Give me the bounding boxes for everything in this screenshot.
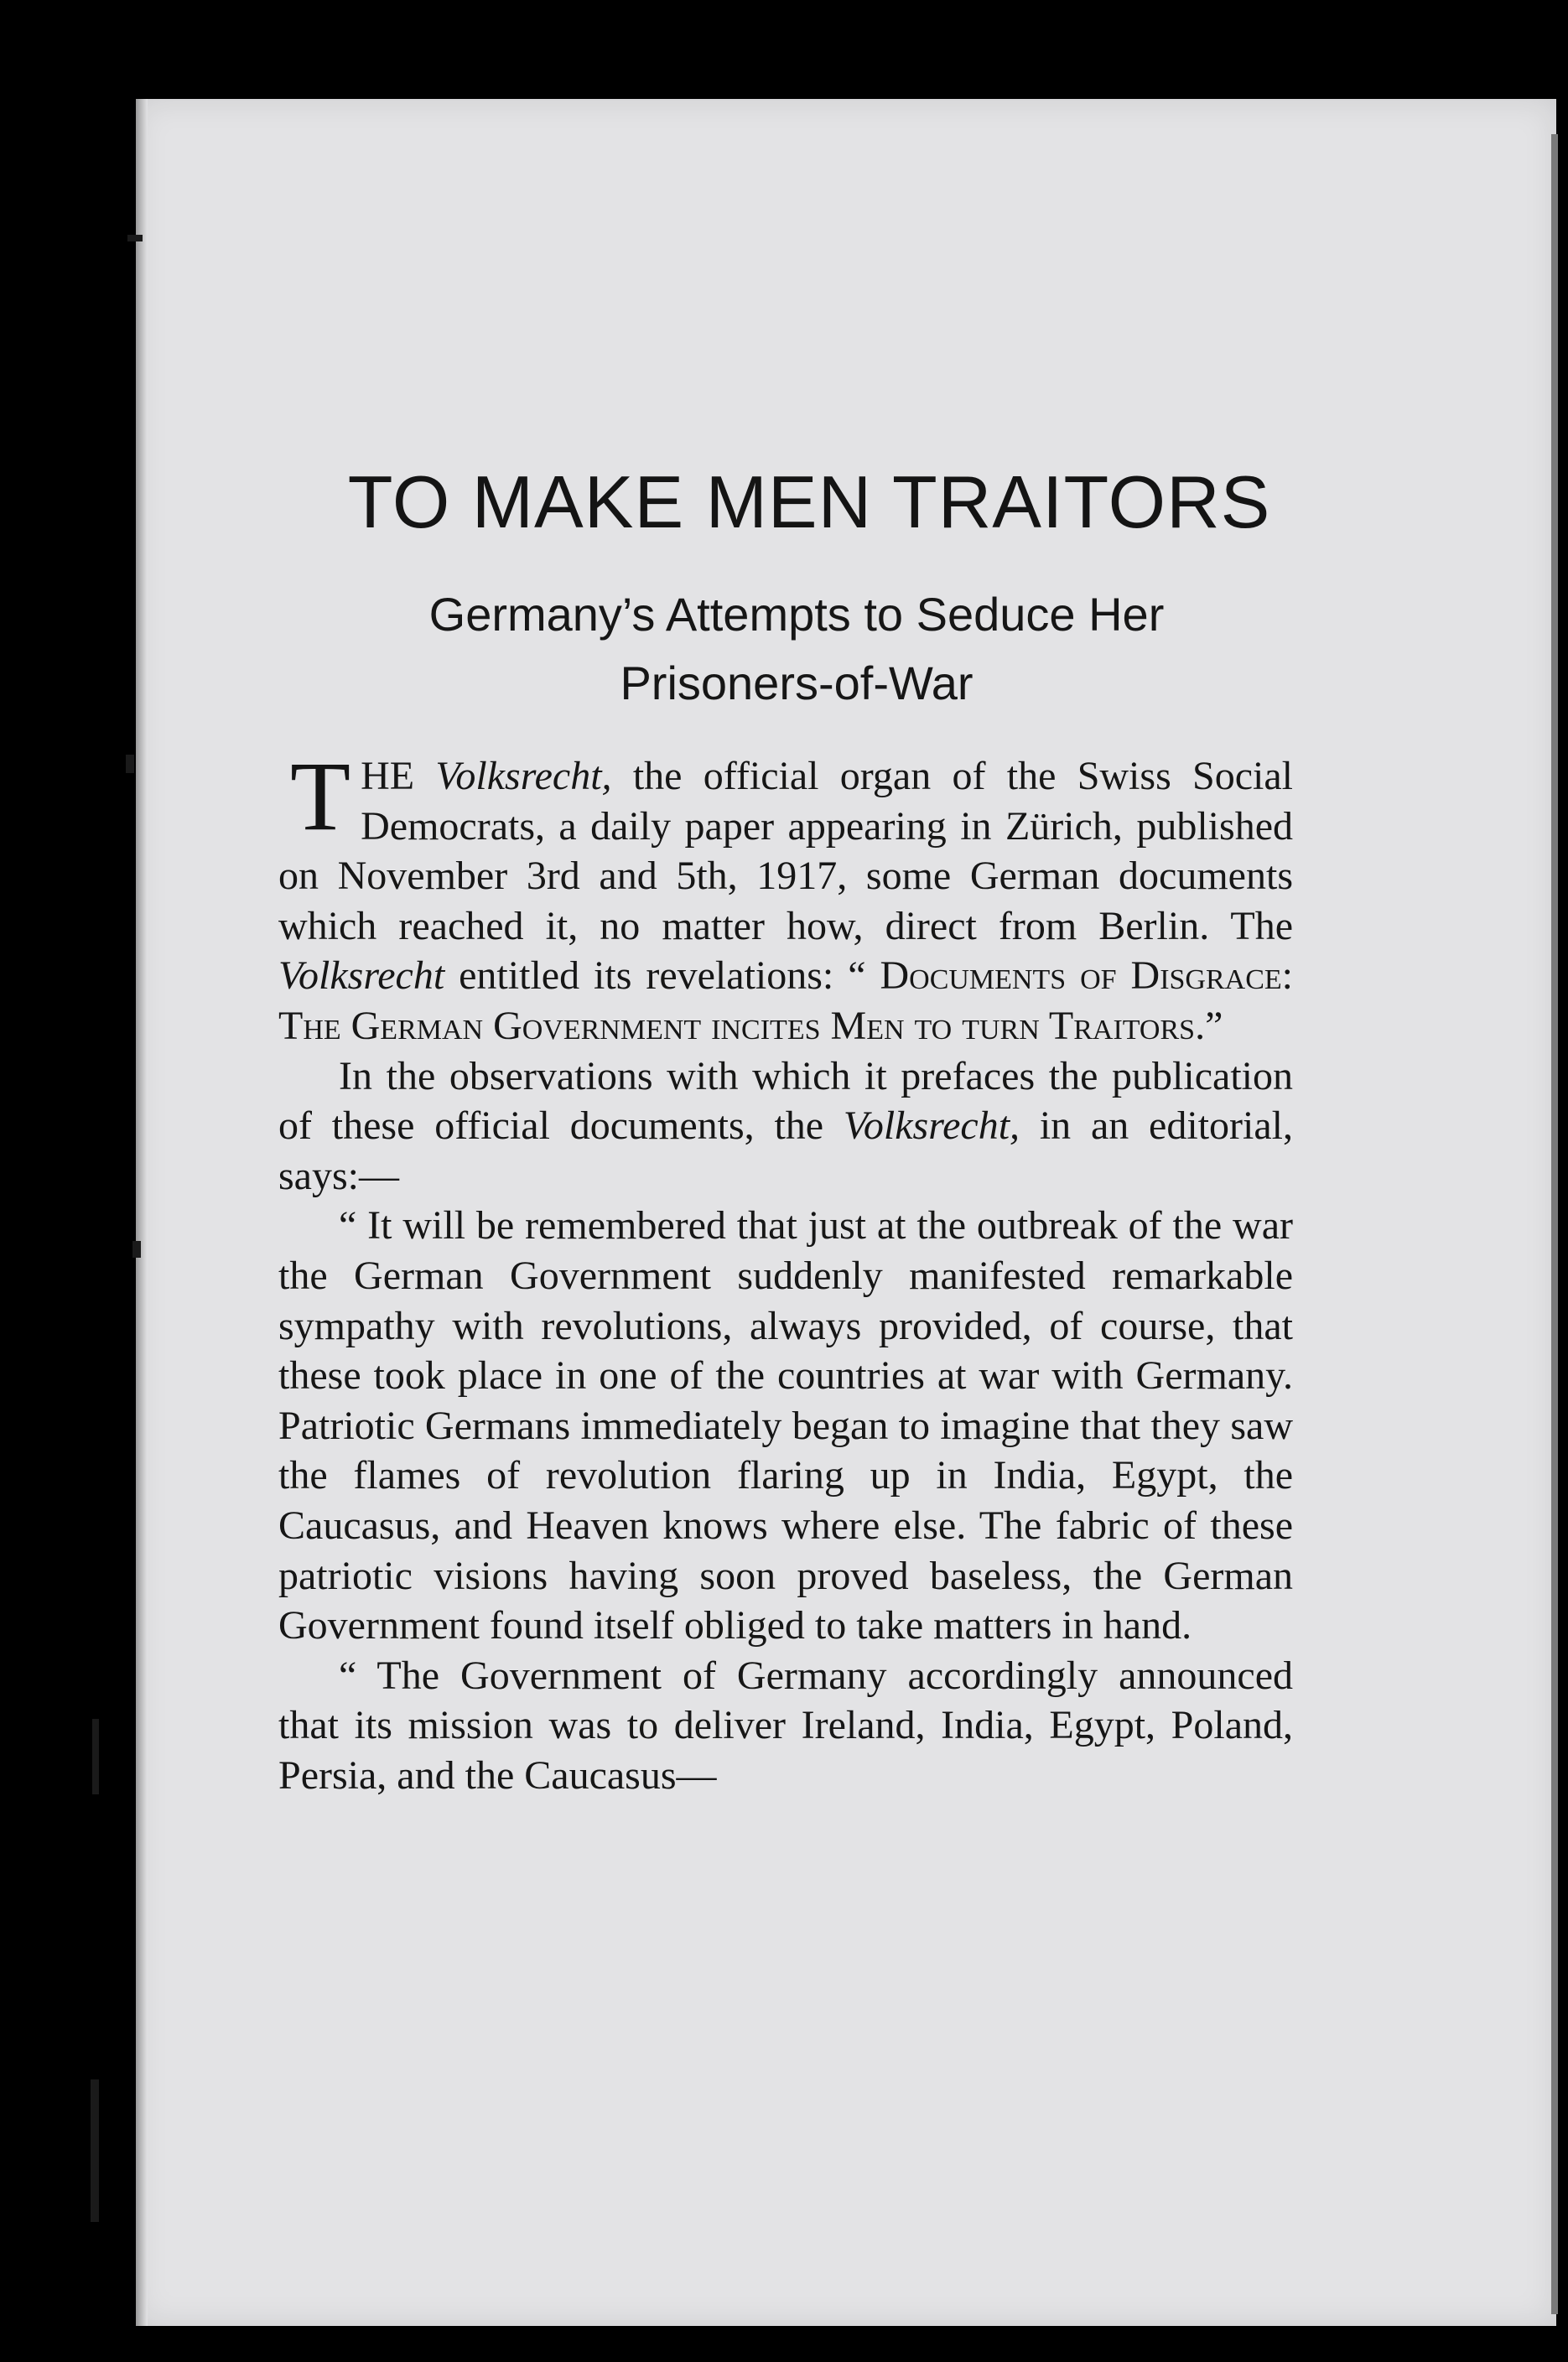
paragraph-text: In the observations with which it prefaces the publication of these official documents, the [278, 1053, 1293, 1149]
paragraph-text: entitled its revelations: “ [444, 953, 880, 999]
subtitle-line-1: Germany’s Attempts to Seduce Her [428, 588, 1165, 641]
subtitle-line-2: Prisoners-of-War [620, 657, 974, 709]
opening-word: HE [361, 754, 415, 798]
paragraph-2 [278, 1051, 1293, 1202]
paragraph-text: in an editorial, says:— [278, 1103, 1293, 1198]
margin-mark [126, 755, 134, 773]
paragraph-1 [278, 741, 1294, 1051]
page-title: TO MAKE MEN TRAITORS [347, 460, 1271, 543]
paragraph-text: the official organ of the Swiss Social Democrats, a daily paper appearing in Zürich, published on November 3rd and 5th, 1917, some German documents which reached it, no matter how, direct from Berlin. The [278, 754, 1294, 948]
paragraph-text: ” [1205, 1003, 1223, 1048]
newspaper-name: Volksrecht, [843, 1103, 1020, 1149]
margin-mark [132, 1241, 141, 1258]
headline-quote: Documents of Disgrace: The German Government incites Men to turn Traitors. [278, 953, 1294, 1048]
drop-cap: T [290, 741, 351, 851]
margin-mark [91, 2079, 99, 2222]
article-body [278, 741, 1294, 1800]
paragraph-3: “ It will be remembered that just at the outbreak of the war the German Government suddenly manifested remarkable sympathy with revolutions, always provided, of course, that these took place in one of the countries at war with Germany. Patriotic Germans immediately began to imagine that they saw the flames of revolution flaring up in India, Egypt, the Caucasus, and Heaven knows where else. The fabric of these patriotic visions having soon proved baseless, the German Government found itself obliged to take matters in hand. [278, 1203, 1293, 1648]
page-edge [1551, 134, 1558, 2314]
newspaper-name: Volksrecht [278, 953, 445, 999]
paragraph-4: “ The Government of Germany accordingly announced that its mission was to deliver Ireland, India, Egypt, Poland, Persia, and the Caucasus— [278, 1653, 1293, 1798]
margin-mark [127, 235, 143, 241]
page-spine [136, 99, 148, 2326]
newspaper-name: Volksrecht, [435, 754, 612, 798]
margin-mark [92, 1719, 99, 1794]
